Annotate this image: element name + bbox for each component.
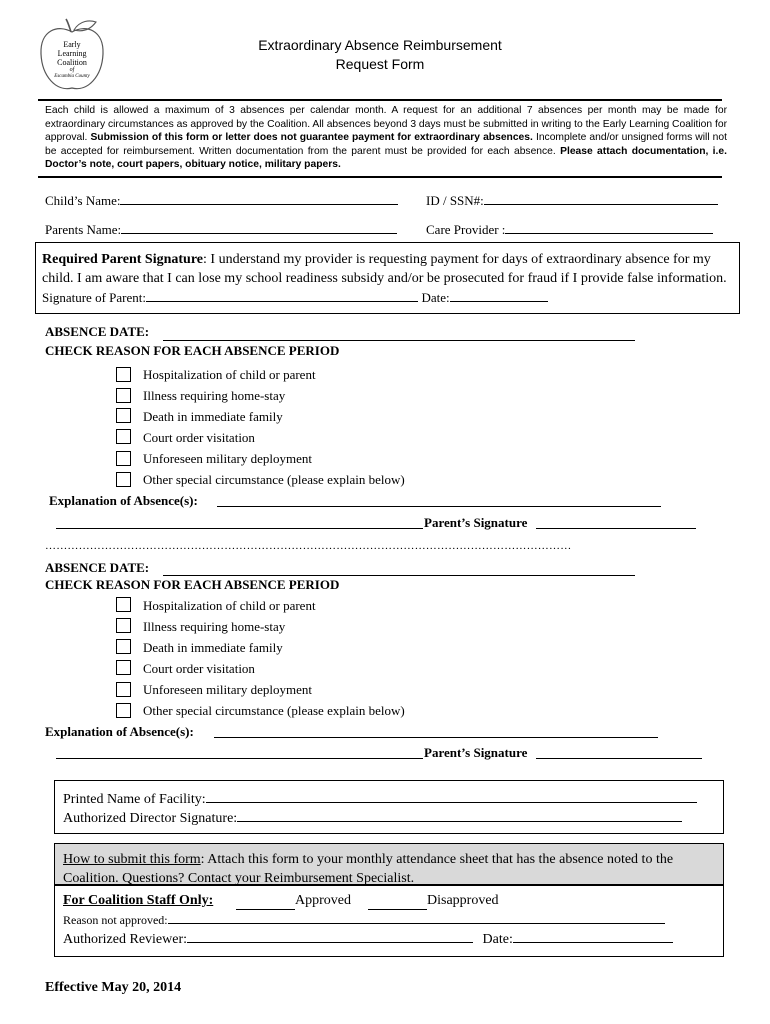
explanation-label-2: Explanation of Absence(s): <box>45 724 194 739</box>
approved-field[interactable] <box>236 909 295 910</box>
reason-hospitalization-1: Hospitalization of child or parent <box>143 367 316 382</box>
explanation-field-2[interactable] <box>214 737 658 738</box>
reason-illness-1: Illness requiring home-stay <box>143 388 286 403</box>
absence-date-2 <box>45 560 149 576</box>
reason-court-1: Court order visitation <box>143 430 255 445</box>
id-ssn-row <box>426 191 718 209</box>
checkbox-military-1[interactable] <box>116 451 131 466</box>
reason-military-2: Unforeseen military deployment <box>143 682 312 697</box>
intro-part-2: Submission of this form or letter does not guarantee payment for extraordinary absences. <box>90 132 533 144</box>
parents-name-field[interactable] <box>121 220 397 234</box>
care-provider-row <box>426 220 713 238</box>
reason-not-approved-field[interactable] <box>168 912 665 924</box>
reason-not-approved-row <box>63 912 665 928</box>
reviewer-date-label: Date: <box>482 932 513 947</box>
staff-only-box <box>54 884 724 957</box>
parent-signature-heading: Required Parent Signature <box>42 252 204 267</box>
signature-date-label: Date: <box>421 290 450 305</box>
reviewer-date-field[interactable] <box>513 929 673 943</box>
checkbox-court-1[interactable] <box>116 429 131 444</box>
checkbox-military-2[interactable] <box>116 682 131 697</box>
checkbox-hospitalization-1[interactable] <box>116 367 131 382</box>
parent-signature-line-2b[interactable] <box>536 758 702 759</box>
facility-name-row <box>63 789 697 808</box>
absence-date-1-field[interactable] <box>163 340 635 341</box>
signature-of-parent-field[interactable] <box>146 289 418 302</box>
absence-date-2-field[interactable] <box>163 575 635 576</box>
checkbox-illness-1[interactable] <box>116 388 131 403</box>
intro-part-4: Please attach documentation, i.e. Doctor’s note, court papers, obituary notice, military papers. <box>45 145 727 171</box>
parent-signature-line-1b[interactable] <box>536 528 696 529</box>
child-name-field[interactable] <box>120 191 398 205</box>
form-title-line2: Request Form <box>335 56 425 72</box>
parent-signature-box <box>35 242 740 314</box>
staff-only-heading: For Coalition Staff Only: <box>63 893 214 908</box>
child-name-label: Child’s Name: <box>45 193 121 208</box>
parent-signature-line-1a[interactable] <box>56 528 423 529</box>
logo-line-1: Early <box>63 40 81 49</box>
absence-date-label-2: ABSENCE DATE: <box>45 560 150 575</box>
submit-instructions-body: : Attach this form to your monthly attendance sheet that has the absence noted to the Coalition. Questions? Contact your Reimbursement Specialist. <box>63 852 674 886</box>
signature-date-field[interactable] <box>450 289 548 302</box>
director-signature-label: Authorized Director Signature: <box>63 811 238 826</box>
absence-date-label: ABSENCE DATE: <box>45 324 150 339</box>
dotted-separator: …………………………………………………………………………………………………………………………… <box>45 540 572 552</box>
signature-of-parent-label: Signature of Parent: <box>42 290 146 305</box>
facility-box <box>54 780 724 834</box>
check-reason-heading-2: CHECK REASON FOR EACH ABSENCE PERIOD <box>45 577 340 592</box>
checkbox-hospitalization-2[interactable] <box>116 597 131 612</box>
disapproved-field[interactable] <box>368 909 427 910</box>
logo-line-4: of <box>69 67 75 73</box>
approved-label: Approved <box>295 893 351 908</box>
parents-name-row <box>45 220 397 238</box>
id-ssn-label: ID / SSN#: <box>426 193 484 208</box>
explanation-field-1[interactable] <box>217 506 661 507</box>
top-divider <box>38 99 722 101</box>
intro-divider <box>38 176 722 178</box>
checkbox-court-2[interactable] <box>116 660 131 675</box>
reason-other-2: Other special circumstance (please explain below) <box>143 703 405 718</box>
director-signature-field[interactable] <box>237 808 682 822</box>
checkbox-illness-2[interactable] <box>116 618 131 633</box>
authorized-reviewer-row <box>63 929 673 948</box>
parents-name-label: Parents Name: <box>45 222 122 237</box>
checkbox-other-1[interactable] <box>116 472 131 487</box>
reason-death-1: Death in immediate family <box>143 409 283 424</box>
absence-date-1 <box>45 324 149 340</box>
staff-heading-row <box>63 893 213 909</box>
director-signature-row <box>63 808 682 827</box>
submit-instructions-box <box>54 843 724 886</box>
intro-part-3: Incomplete and/or unsigned forms will not be accepted for reimbursement. Written documentation from the parent must be provided for each absence. <box>45 132 727 157</box>
logo-line-3: Coalition <box>57 58 87 67</box>
check-reason-heading-1: CHECK REASON FOR EACH ABSENCE PERIOD <box>45 343 340 358</box>
id-ssn-field[interactable] <box>484 191 718 205</box>
form-title <box>230 36 530 74</box>
how-to-submit-link[interactable]: How to submit this form <box>63 852 201 867</box>
care-provider-label: Care Provider : <box>426 222 506 237</box>
parent-signature-text <box>42 250 732 308</box>
effective-date: Effective May 20, 2014 <box>45 980 182 995</box>
checkbox-other-2[interactable] <box>116 703 131 718</box>
reason-other-1: Other special circumstance (please explain below) <box>143 472 405 487</box>
checkbox-death-1[interactable] <box>116 408 131 423</box>
reason-illness-2: Illness requiring home-stay <box>143 619 286 634</box>
intro-paragraph <box>45 104 727 172</box>
reason-not-approved-label: Reason not approved: <box>63 913 168 927</box>
submit-instructions-text <box>63 850 718 886</box>
form-title-line1: Extraordinary Absence Reimbursement <box>258 37 502 53</box>
facility-name-field[interactable] <box>206 789 697 803</box>
care-provider-field[interactable] <box>505 220 713 234</box>
authorized-reviewer-field[interactable] <box>187 929 473 943</box>
explanation-label-1: Explanation of Absence(s): <box>49 493 198 508</box>
parents-signature-label-2: Parent’s Signature <box>424 745 528 760</box>
checkbox-death-2[interactable] <box>116 639 131 654</box>
logo-line-2: Learning <box>57 49 87 58</box>
child-name-row <box>45 191 398 209</box>
parents-signature-label-1: Parent’s Signature <box>424 515 528 530</box>
authorized-reviewer-label: Authorized Reviewer: <box>63 932 188 947</box>
logo-line-5: Escambia County <box>54 74 90 79</box>
parent-signature-statement: : I understand my provider is requesting payment for days of extraordinary absence for my child. I am aware that I can lose my school readiness subsidy and/or be prosecuted for fraud if I provide false information. <box>42 252 727 286</box>
reason-military-1: Unforeseen military deployment <box>143 451 312 466</box>
facility-name-label: Printed Name of Facility: <box>63 792 206 807</box>
reason-death-2: Death in immediate family <box>143 640 283 655</box>
reason-hospitalization-2: Hospitalization of child or parent <box>143 598 316 613</box>
intro-part-1: Each child is allowed a maximum of 3 absences per calendar month. A request for an additional 7 absences per month may be made for extraordinary circumstances as approved by the Coalition. All absences beyond 3 days must be submitted in writing to the Early Learning Coalition for approval. <box>45 105 727 144</box>
parent-signature-line-2a[interactable] <box>56 758 423 759</box>
reason-court-2: Court order visitation <box>143 661 255 676</box>
disapproved-label: Disapproved <box>427 893 499 908</box>
